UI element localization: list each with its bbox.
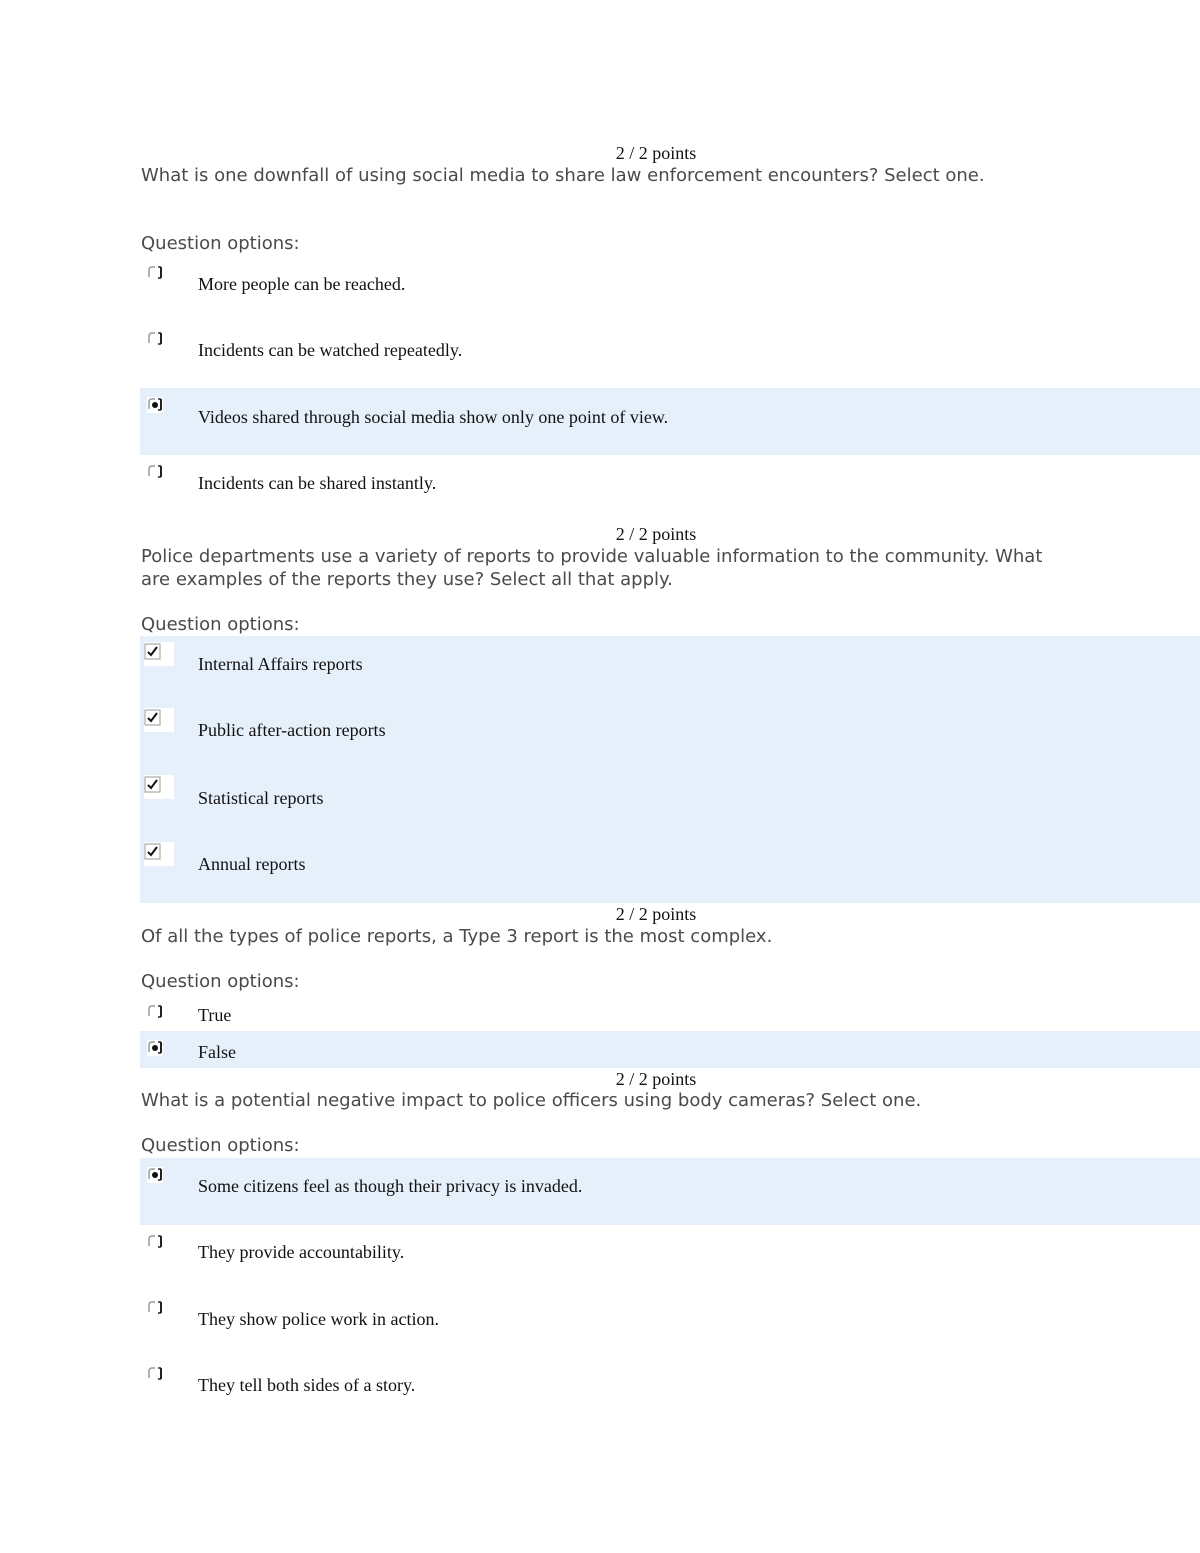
checkbox-checked-icon[interactable] [144, 642, 174, 666]
selected-answer-highlight [140, 1031, 1200, 1068]
answer-option[interactable]: They tell both sides of a story. [198, 1375, 416, 1395]
question-options-label: Question options: [141, 233, 300, 254]
answer-option[interactable]: They show police work in action. [198, 1309, 439, 1329]
answer-option-selected[interactable]: Statistical reports [198, 788, 324, 808]
radio-unselected-icon[interactable] [146, 330, 164, 348]
question-text: What is one downfall of using social media to share law enforcement encounters? Select one. [141, 165, 985, 186]
question-options-label: Question options: [141, 1135, 300, 1156]
radio-unselected-icon[interactable] [146, 1365, 164, 1383]
answer-option[interactable]: True [198, 1005, 232, 1025]
answer-option[interactable]: Incidents can be watched repeatedly. [198, 340, 463, 360]
points-score: 2 / 2 points [615, 524, 697, 544]
radio-selected-icon[interactable] [146, 1166, 164, 1184]
radio-unselected-icon[interactable] [146, 1299, 164, 1317]
radio-selected-icon[interactable] [146, 1039, 164, 1057]
answer-option-selected[interactable]: Videos shared through social media show only one point of view. [198, 407, 669, 427]
checkbox-checked-icon[interactable] [144, 708, 174, 732]
points-score: 2 / 2 points [615, 143, 697, 163]
question-text: What is a potential negative impact to police officers using body cameras? Select one. [141, 1090, 922, 1111]
question-options-label: Question options: [141, 971, 300, 992]
radio-selected-icon[interactable] [146, 396, 164, 414]
answer-option[interactable]: More people can be reached. [198, 274, 406, 294]
answer-option[interactable]: They provide accountability. [198, 1242, 405, 1262]
question-text: Of all the types of police reports, a Type 3 report is the most complex. [141, 926, 773, 947]
radio-unselected-icon[interactable] [146, 264, 164, 282]
answer-option-selected[interactable]: False [198, 1042, 236, 1062]
answer-option-selected[interactable]: Internal Affairs reports [198, 654, 363, 674]
answer-option-selected[interactable]: Annual reports [198, 854, 306, 874]
checkbox-checked-icon[interactable] [144, 842, 174, 866]
radio-unselected-icon[interactable] [146, 1233, 164, 1251]
answer-option-selected[interactable]: Public after-action reports [198, 720, 386, 740]
checkbox-checked-icon[interactable] [144, 775, 174, 799]
radio-unselected-icon[interactable] [146, 1003, 164, 1021]
points-score: 2 / 2 points [615, 904, 697, 924]
question-options-label: Question options: [141, 614, 300, 635]
answer-option-selected[interactable]: Some citizens feel as though their privacy is invaded. [198, 1176, 583, 1196]
question-text: Police departments use a variety of reports to provide valuable information to the community. What are examples of the reports they use? Select all that apply. [141, 546, 1043, 590]
points-score: 2 / 2 points [615, 1069, 697, 1089]
radio-unselected-icon[interactable] [146, 463, 164, 481]
answer-option[interactable]: Incidents can be shared instantly. [198, 473, 437, 493]
